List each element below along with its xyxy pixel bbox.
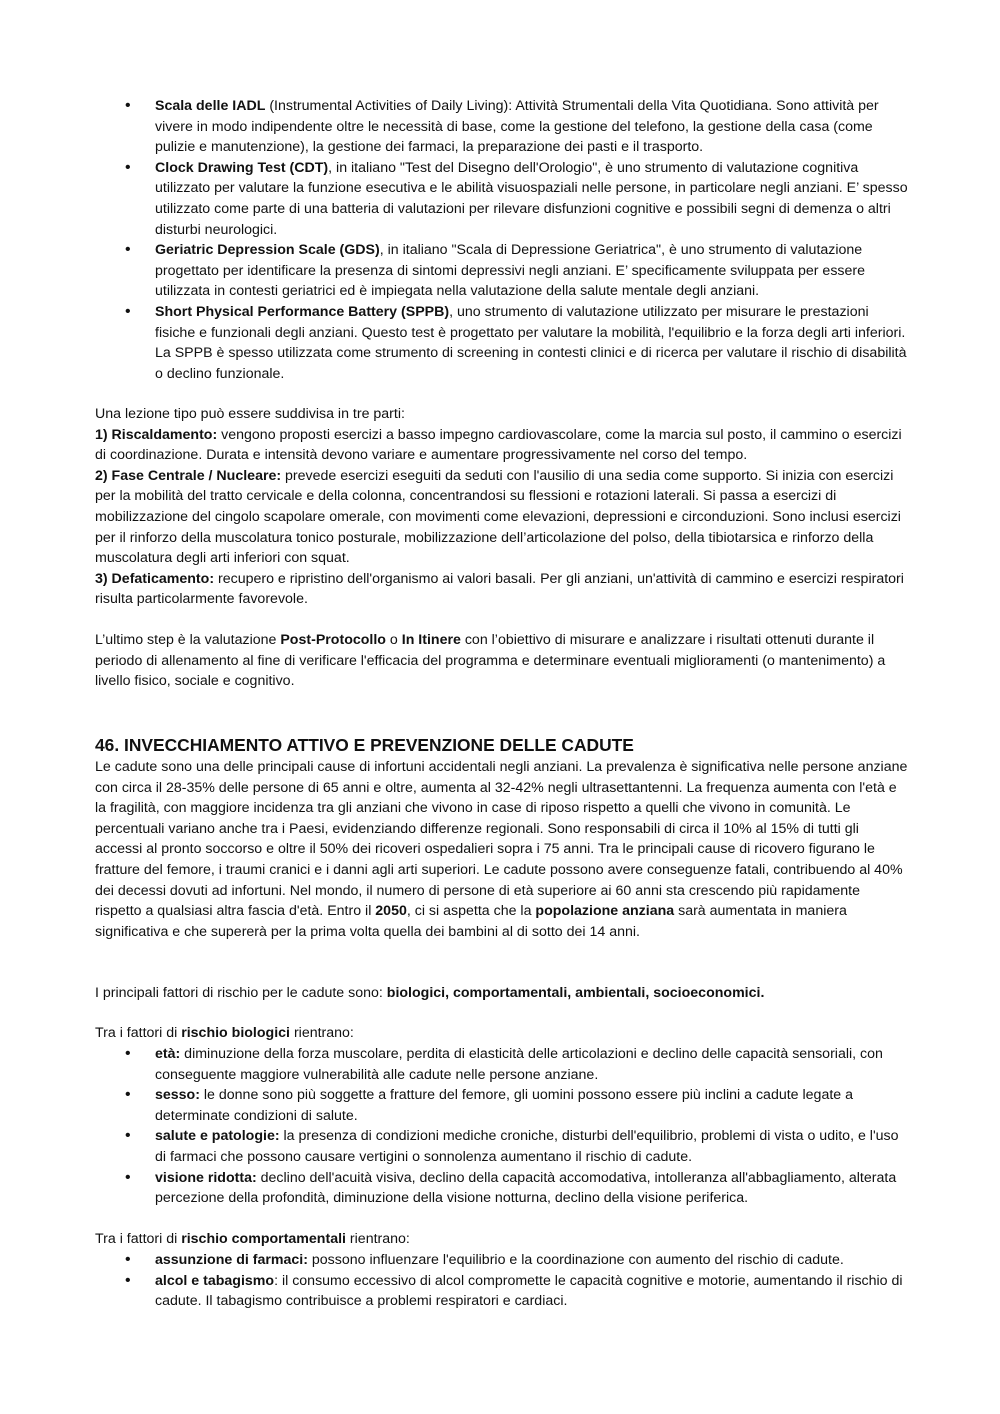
- lesson-intro: Una lezione tipo può essere suddivisa in tre parti:: [95, 406, 405, 422]
- section-heading: 46. INVECCHIAMENTO ATTIVO E PREVENZIONE DELLE CADUTE: [95, 735, 634, 755]
- list-item: • Scala delle IADL (Instrumental Activities of Daily Living): Attività Strumentali della Vita Quotidiana. Sono attività per vivere in modo indipendente oltre le necessità di base, come la gestione del telefono, la gestione della casa (come pulizie e manutenzione), la gestione dei farmaci, la preparazione dei pasti e il trasporto.: [155, 96, 910, 158]
- falls-paragraph: Le cadute sono una delle principali cause di infortuni accidentali negli anziani. La prevalenza è significativa nelle persone anziane con circa il 28-35% delle persone di 65 anni e oltre, aumenta al 32-42% negli ultrasettantenni. La frequenza aumenta con l'età e la fragilità, con maggiore incidenza tra gli anziani che vivono in case di riposo rispetto a quelli che vivono in comunità. Le percentuali variano anche tra i Paesi, evidenziando differenze regionali. Sono responsabili di circa il 10% al 15% di tutti gli accessi al pronto soccorso e oltre il 50% dei ricoveri ospedalieri sopra i 75 anni. Tra le principali cause di ricovero figurano le fratture del femore, i traumi cranici e i danni agli arti superiori. Le cadute possono avere conseguenze fatali, contribuendo al 40% dei decessi dovuti ad infortuni. Nel mondo, il numero di persone di età superiore ai 60 anni sta crescendo più rapidamente rispetto a qualsiasi altra fascia d'età. Entro il 2050, ci si aspetta che la popolazione anziana sarà aumentata in maniera significativa e che supererà per la prima volta quella dei bambini al di sotto dei 14 anni.: [95, 759, 908, 940]
- list-item: • salute e patologie: la presenza di condizioni mediche croniche, disturbi dell'equilibrio, problemi di vista o udito, e l'uso di farmaci che possono causare vertigini o sonnolenza aumentano il rischio di cadute.: [155, 1126, 910, 1167]
- lesson-structure: [95, 404, 910, 610]
- behavioral-risk-intro: Tra i fattori di rischio comportamentali rientrano:: [95, 1231, 410, 1247]
- biological-risk-intro: Tra i fattori di rischio biologici rientrano:: [95, 1025, 354, 1041]
- assessment-tools-list: [155, 96, 910, 384]
- list-item: • Short Physical Performance Battery (SPPB), uno strumento di valutazione utilizzato per misurare le prestazioni fisiche e funzionali degli anziani. Questo test è progettato per valutare la mobilità, l'equilibrio e la forza degli arti inferiori. La SPPB è spesso utilizzata come strumento di screening in contesti clinici e di ricerca per valutare il rischio di disabilità o declino funzionale.: [155, 302, 910, 384]
- list-item: • sesso: le donne sono più soggette a fratture del femore, gli uomini possono essere più inclini a cadute legate a determinate condizioni di salute.: [155, 1085, 910, 1126]
- risk-factors-paragraph: I principali fattori di rischio per le cadute sono: biologici, comportamentali, ambientali, socioeconomici.: [95, 985, 765, 1001]
- list-item: • Geriatric Depression Scale (GDS), in italiano "Scala di Depressione Geriatrica", è uno strumento di valutazione progettato per identificare la presenza di sintomi depressivi negli anziani. E’ specificamente sviluppata per essere utilizzata in contesti geriatrici ed è impiegata nella valutazione della salute mentale degli anziani.: [155, 240, 910, 302]
- list-item: • alcol e tabagismo: il consumo eccessivo di alcol compromette le capacità cognitive e motorie, aumentando il rischio di cadute. Il tabagismo contribuisce a problemi respiratori e cardiaci.: [155, 1271, 910, 1312]
- lesson-part-2: 2) Fase Centrale / Nucleare: prevede esercizi eseguiti da seduti con l'ausilio di una sedia come supporto. Si inizia con esercizi per la mobilità del tratto cervicale e della colonna, concentrandosi su flessioni e rotazioni laterali. Si passa a esercizi di mobilizzazione del cingolo scapolare omerale, con movimenti come elevazioni, depressioni e circonduzioni. Sono inclusi esercizi per il rinforzo della muscolatura tonico posturale, mobilizzazione dell’articolazione del polso, della tibiotarsica e rinforzo della muscolatura degli arti inferiori con squat.: [95, 467, 901, 567]
- last-step-paragraph: L’ultimo step è la valutazione Post-Protocollo o In Itinere con l’obiettivo di misurare e analizzare i risultati ottenuti durante il periodo di allenamento al fine di verificare l'efficacia del programma e determinare eventuali miglioramenti (o mantenimento) a livello fisico, sociale e cognitivo.: [95, 632, 886, 690]
- behavioral-risk-list: [155, 1250, 910, 1312]
- list-item: • età: diminuzione della forza muscolare, perdita di elasticità delle articolazioni e declino delle capacità sensoriali, con conseguente maggiore vulnerabilità alle cadute nelle persone anziane.: [155, 1044, 910, 1085]
- list-item: • Clock Drawing Test (CDT), in italiano "Test del Disegno dell'Orologio", è uno strumento di valutazione cognitiva utilizzato per valutare la funzione esecutiva e le abilità visuospaziali nelle persone, in particolare negli anziani. E’ spesso utilizzato come parte di una batteria di valutazioni per rilevare disfunzioni cognitive e possibili segni di demenza o altri disturbi neurologici.: [155, 158, 910, 240]
- biological-risk-list: [155, 1044, 910, 1209]
- lesson-part-1: 1) Riscaldamento: vengono proposti esercizi a basso impegno cardiovascolare, come la marcia sul posto, il cammino o esercizi di coordinazione. Durata e intensità devono variare e aumentare progressivamente nel corso del tempo.: [95, 426, 902, 464]
- list-item: • assunzione di farmaci: possono influenzare l'equilibrio e la coordinazione con aumento del rischio di cadute.: [155, 1250, 910, 1271]
- list-item: • visione ridotta: declino dell'acuità visiva, declino della capacità accomodativa, intolleranza all'abbagliamento, alterata percezione della profondità, diminuzione della visione notturna, declino della visione periferica.: [155, 1168, 910, 1209]
- lesson-part-3: 3) Defaticamento: recupero e ripristino dell'organismo ai valori basali. Per gli anziani, un'attività di cammino e esercizi respiratori risulta particolarmente favorevole.: [95, 570, 904, 608]
